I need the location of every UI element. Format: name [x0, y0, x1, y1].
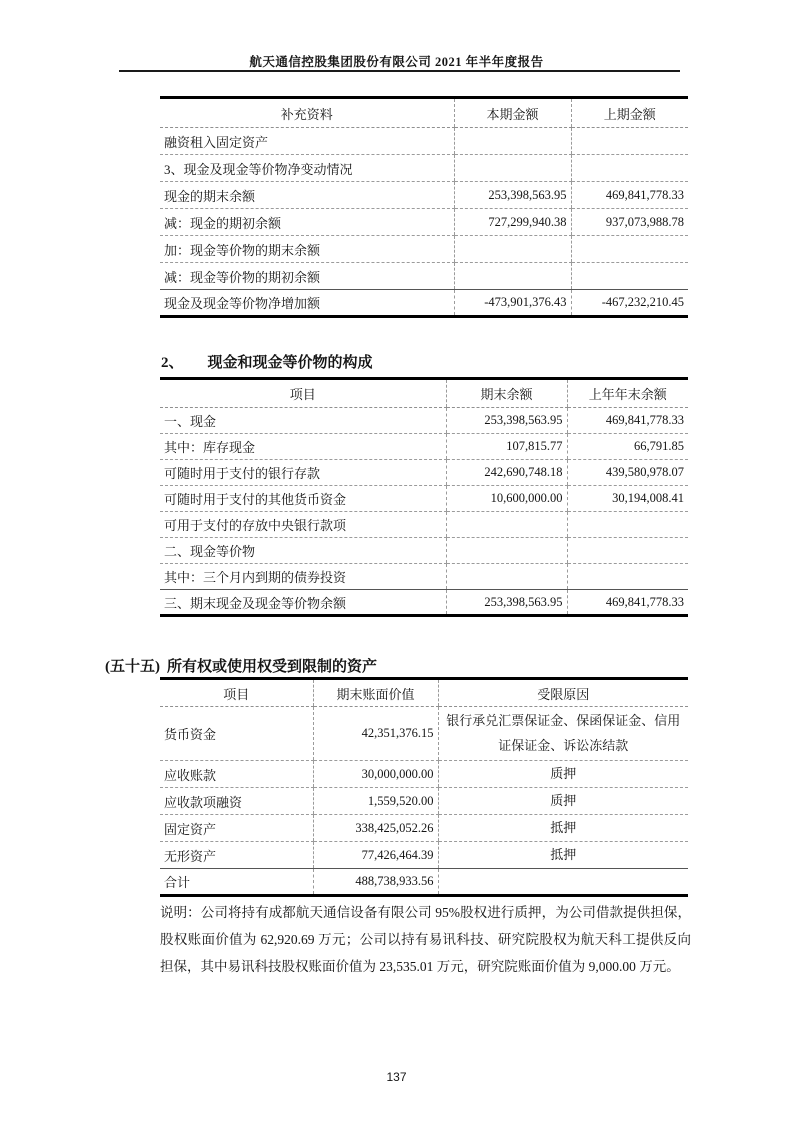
row-label: 可随时用于支付的银行存款: [160, 460, 446, 486]
document-header-title: 航天通信控股集团股份有限公司 2021 年半年度报告: [249, 55, 544, 69]
prior-year-end-balance: 439,580,978.07: [567, 460, 688, 486]
column-header: 本期金额: [454, 98, 571, 128]
column-header: 项目: [160, 379, 446, 408]
ending-balance: [446, 512, 567, 538]
row-label: 加：现金等价物的期末余额: [160, 236, 454, 263]
row-label: 其中：三个月内到期的债券投资: [160, 564, 446, 590]
restriction-reason: [438, 869, 688, 896]
table-row: [160, 564, 688, 590]
book-value: 30,000,000.00: [313, 761, 438, 788]
current-amount: -473,901,376.43: [454, 290, 571, 317]
row-label: 减：现金等价物的期初余额: [160, 263, 454, 290]
table-total-row: [160, 290, 688, 317]
column-header: 期末账面价值: [313, 679, 438, 707]
row-label: 现金及现金等价物净增加额: [160, 290, 454, 317]
table-row: [160, 486, 688, 512]
column-header: 期末余额: [446, 379, 567, 408]
column-header: 上年年末余额: [567, 379, 688, 408]
table-row: [160, 815, 688, 842]
table-header-row: [160, 98, 688, 128]
section-number: 2、: [161, 355, 184, 371]
book-value: 77,426,464.39: [313, 842, 438, 869]
table-total-row: [160, 590, 688, 616]
prior-amount: [571, 263, 688, 290]
column-header: 补充资料: [160, 98, 454, 128]
restricted-assets-note: 说明：公司将持有成都航天通信设备有限公司 95%股权进行质押，为公司借款提供担保，股权账面价值为 62,920.69 万元；公司以持有易讯科技、研究院股权为航天科工提供反向担保，其中易讯科技股权账面价值为 23,535.01 万元，研究院账面价值为 9,000.00 万元。: [160, 905, 691, 974]
restriction-reason: 抵押: [438, 815, 688, 842]
cash-composition-table: [160, 377, 688, 617]
table-row: [160, 707, 688, 761]
asset-item: 货币资金: [160, 707, 313, 761]
asset-item: 应收款项融资: [160, 788, 313, 815]
prior-amount: 937,073,988.78: [571, 209, 688, 236]
table-row: [160, 128, 688, 155]
restriction-reason: 银行承兑汇票保证金、保函保证金、信用证保证金、诉讼冻结款: [438, 707, 688, 761]
row-label: 3、现金及现金等价物净变动情况: [160, 155, 454, 182]
current-amount: 253,398,563.95: [454, 182, 571, 209]
asset-item: 无形资产: [160, 842, 313, 869]
book-value: 338,425,052.26: [313, 815, 438, 842]
supplementary-info-table: [160, 96, 688, 318]
ending-balance: [446, 564, 567, 590]
row-label: 融资租入固定资产: [160, 128, 454, 155]
page-number: 137: [386, 1070, 407, 1084]
section-title: 所有权或使用权受到限制的资产: [167, 659, 378, 675]
current-amount: [454, 263, 571, 290]
restricted-assets-table: [160, 677, 688, 897]
restriction-reason: 质押: [438, 761, 688, 788]
ending-balance: 10,600,000.00: [446, 486, 567, 512]
book-value: 488,738,933.56: [313, 869, 438, 896]
prior-amount: -467,232,210.45: [571, 290, 688, 317]
table-header-row: [160, 379, 688, 408]
prior-year-end-balance: 66,791.85: [567, 434, 688, 460]
ending-balance: 107,815.77: [446, 434, 567, 460]
table-row: [160, 408, 688, 434]
table-row: [160, 236, 688, 263]
book-value: 1,559,520.00: [313, 788, 438, 815]
table-row: [160, 538, 688, 564]
table-row: [160, 460, 688, 486]
prior-year-end-balance: [567, 564, 688, 590]
table-row: [160, 512, 688, 538]
prior-year-end-balance: [567, 512, 688, 538]
ending-balance: 242,690,748.18: [446, 460, 567, 486]
row-label: 其中：库存现金: [160, 434, 446, 460]
current-amount: [454, 128, 571, 155]
column-header: 上期金额: [571, 98, 688, 128]
asset-item: 合计: [160, 869, 313, 896]
restriction-reason: 质押: [438, 788, 688, 815]
section-number: (五十五): [105, 659, 160, 675]
table-row: [160, 209, 688, 236]
section-heading-cash-composition: [161, 351, 373, 372]
row-label: 二、现金等价物: [160, 538, 446, 564]
asset-item: 固定资产: [160, 815, 313, 842]
prior-amount: [571, 155, 688, 182]
column-header: 受限原因: [438, 679, 688, 707]
row-label: 可用于支付的存放中央银行款项: [160, 512, 446, 538]
table-row: [160, 263, 688, 290]
current-amount: [454, 155, 571, 182]
prior-amount: 469,841,778.33: [571, 182, 688, 209]
prior-year-end-balance: 469,841,778.33: [567, 408, 688, 434]
row-label: 现金的期末余额: [160, 182, 454, 209]
table-total-row: [160, 869, 688, 896]
prior-amount: [571, 128, 688, 155]
table-row: [160, 788, 688, 815]
row-label: 减：现金的期初余额: [160, 209, 454, 236]
ending-balance: 253,398,563.95: [446, 408, 567, 434]
ending-balance: 253,398,563.95: [446, 590, 567, 616]
section-title: 现金和现金等价物的构成: [207, 355, 373, 371]
table-row: [160, 182, 688, 209]
row-label: 可随时用于支付的其他货币资金: [160, 486, 446, 512]
row-label: 三、期末现金及现金等价物余额: [160, 590, 446, 616]
prior-year-end-balance: [567, 538, 688, 564]
table-row: [160, 842, 688, 869]
prior-year-end-balance: 30,194,008.41: [567, 486, 688, 512]
table-row: [160, 434, 688, 460]
header-divider: [119, 70, 680, 72]
table-row: [160, 155, 688, 182]
section-heading-restricted-assets: [105, 655, 377, 676]
column-header: 项目: [160, 679, 313, 707]
current-amount: [454, 236, 571, 263]
prior-amount: [571, 236, 688, 263]
prior-year-end-balance: 469,841,778.33: [567, 590, 688, 616]
row-label: 一、现金: [160, 408, 446, 434]
table-row: [160, 761, 688, 788]
asset-item: 应收账款: [160, 761, 313, 788]
restriction-reason: 抵押: [438, 842, 688, 869]
table-header-row: [160, 679, 688, 707]
book-value: 42,351,376.15: [313, 707, 438, 761]
current-amount: 727,299,940.38: [454, 209, 571, 236]
ending-balance: [446, 538, 567, 564]
